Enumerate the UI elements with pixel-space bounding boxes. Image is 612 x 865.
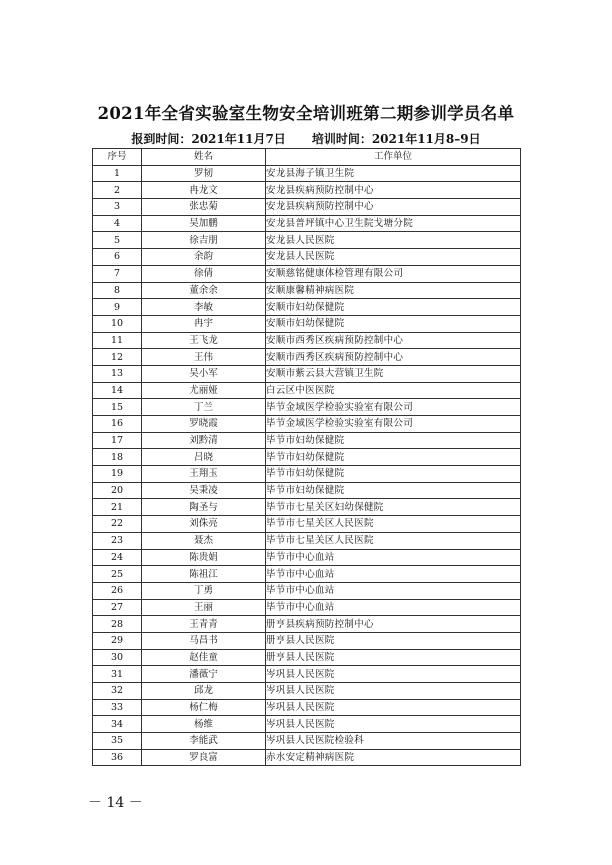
work-unit: 毕节市中心血站 (266, 566, 521, 583)
table-row (93, 232, 521, 249)
work-unit: 毕节市中心血站 (266, 549, 521, 566)
participant-name: 杨维 (142, 716, 266, 733)
table-row (93, 666, 521, 683)
participant-name: 冉宇 (142, 315, 266, 332)
row-number: 1 (93, 165, 142, 182)
work-unit: 毕节市妇幼保健院 (266, 432, 521, 449)
work-unit: 岑巩县人民医院检验科 (266, 733, 521, 750)
row-number: 34 (93, 716, 142, 733)
row-number: 23 (93, 532, 142, 549)
work-unit: 安龙县普坪镇中心卫生院戈塘分院 (266, 215, 521, 232)
participant-name: 吴加鹏 (142, 215, 266, 232)
participant-name: 丁兰 (142, 399, 266, 416)
table-row (93, 416, 521, 433)
participant-name: 徐倩 (142, 265, 266, 282)
work-unit: 安顺市西秀区疾病预防控制中心 (266, 332, 521, 349)
row-number: 25 (93, 566, 142, 583)
table-row (93, 733, 521, 750)
row-number: 18 (93, 449, 142, 466)
work-unit: 毕节市中心血站 (266, 599, 521, 616)
participant-name: 余韵 (142, 249, 266, 266)
row-number: 6 (93, 249, 142, 266)
table-row (93, 716, 521, 733)
participant-name: 李能武 (142, 733, 266, 750)
participant-name: 杨仁梅 (142, 699, 266, 716)
work-unit: 安龙县海子镇卫生院 (266, 165, 521, 182)
work-unit: 毕节市中心血站 (266, 582, 521, 599)
row-number: 20 (93, 482, 142, 499)
row-number: 12 (93, 349, 142, 366)
table-row (93, 382, 521, 399)
table-row (93, 549, 521, 566)
participant-name: 赵佳童 (142, 649, 266, 666)
participant-name: 王青青 (142, 616, 266, 633)
table-row (93, 616, 521, 633)
table-row (93, 449, 521, 466)
row-number: 22 (93, 516, 142, 533)
work-unit: 安顺康馨精神病医院 (266, 282, 521, 299)
row-number: 4 (93, 215, 142, 232)
table-row (93, 215, 521, 232)
participant-name: 王飞龙 (142, 332, 266, 349)
work-unit: 白云区中医医院 (266, 382, 521, 399)
table-row (93, 749, 521, 766)
table-row (93, 699, 521, 716)
work-unit: 毕节金域医学检验实验室有限公司 (266, 416, 521, 433)
participant-name: 张忠菊 (142, 199, 266, 216)
work-unit: 毕节市妇幼保健院 (266, 482, 521, 499)
row-number: 9 (93, 299, 142, 316)
work-unit: 册亨县疾病预防控制中心 (266, 616, 521, 633)
row-number: 16 (93, 416, 142, 433)
participant-name: 陈祖江 (142, 566, 266, 583)
work-unit: 岑巩县人民医院 (266, 683, 521, 700)
participant-name: 丁勇 (142, 582, 266, 599)
table-row (93, 532, 521, 549)
table-row (93, 349, 521, 366)
participant-name: 李敏 (142, 299, 266, 316)
work-unit: 安龙县人民医院 (266, 232, 521, 249)
work-unit: 毕节市七星关区人民医院 (266, 532, 521, 549)
work-unit: 安顺市紫云县大营镇卫生院 (266, 365, 521, 382)
participant-name: 冉龙文 (142, 182, 266, 199)
work-unit: 岑巩县人民医院 (266, 699, 521, 716)
table-row (93, 599, 521, 616)
table-row (93, 182, 521, 199)
work-unit: 毕节市七星关区人民医院 (266, 516, 521, 533)
header-number: 序号 (93, 149, 142, 166)
participant-name: 罗晓霞 (142, 416, 266, 433)
row-number: 31 (93, 666, 142, 683)
participant-name: 邱龙 (142, 683, 266, 700)
participant-name: 聂杰 (142, 532, 266, 549)
document-subtitle (0, 130, 612, 147)
table-row (93, 466, 521, 483)
work-unit: 安顺市妇幼保健院 (266, 299, 521, 316)
work-unit: 赤水安定精神病医院 (266, 749, 521, 766)
row-number: 19 (93, 466, 142, 483)
work-unit: 册亨县人民医院 (266, 632, 521, 649)
participant-name: 王伟 (142, 349, 266, 366)
work-unit: 毕节市七星关区妇幼保健院 (266, 499, 521, 516)
table-body (93, 165, 521, 766)
row-number: 29 (93, 632, 142, 649)
row-number: 7 (93, 265, 142, 282)
table-row (93, 516, 521, 533)
row-number: 24 (93, 549, 142, 566)
participant-name: 罗良富 (142, 749, 266, 766)
work-unit: 岑巩县人民医院 (266, 716, 521, 733)
table-row (93, 683, 521, 700)
row-number: 21 (93, 499, 142, 516)
table-header-row (93, 149, 521, 166)
participant-name: 吕晓 (142, 449, 266, 466)
page-number: － 14 － (88, 795, 143, 811)
row-number: 14 (93, 382, 142, 399)
work-unit: 岑巩县人民医院 (266, 666, 521, 683)
table-row (93, 165, 521, 182)
table-row (93, 199, 521, 216)
row-number: 15 (93, 399, 142, 416)
table-row (93, 315, 521, 332)
work-unit: 毕节市妇幼保健院 (266, 466, 521, 483)
table-row (93, 482, 521, 499)
work-unit: 安龙县疾病预防控制中心 (266, 199, 521, 216)
row-number: 33 (93, 699, 142, 716)
work-unit: 安顺市妇幼保健院 (266, 315, 521, 332)
table-row (93, 365, 521, 382)
participant-name: 罗韧 (142, 165, 266, 182)
row-number: 3 (93, 199, 142, 216)
row-number: 2 (93, 182, 142, 199)
participant-name: 陶圣与 (142, 499, 266, 516)
row-number: 28 (93, 616, 142, 633)
participant-table (92, 148, 521, 766)
row-number: 36 (93, 749, 142, 766)
work-unit: 安顺慈铭健康体检管理有限公司 (266, 265, 521, 282)
participant-name: 王丽 (142, 599, 266, 616)
participant-name: 徐吉朋 (142, 232, 266, 249)
work-unit: 安龙县人民医院 (266, 249, 521, 266)
table-row (93, 399, 521, 416)
participant-name: 董余余 (142, 282, 266, 299)
table-row (93, 282, 521, 299)
table-row (93, 299, 521, 316)
row-number: 26 (93, 582, 142, 599)
participant-name: 吴秉凌 (142, 482, 266, 499)
table-row (93, 332, 521, 349)
table-row (93, 499, 521, 516)
participant-name: 刘黔清 (142, 432, 266, 449)
participant-name: 刘侏亮 (142, 516, 266, 533)
participant-name: 潘薇宁 (142, 666, 266, 683)
header-unit: 工作单位 (266, 149, 521, 166)
row-number: 32 (93, 683, 142, 700)
training-time: 培训时间：2021年11月8–9日 (311, 132, 481, 146)
report-time: 报到时间：2021年11月7日 (131, 132, 286, 146)
row-number: 35 (93, 733, 142, 750)
table-row (93, 632, 521, 649)
row-number: 11 (93, 332, 142, 349)
participant-name: 尤丽娅 (142, 382, 266, 399)
work-unit: 安顺市西秀区疾病预防控制中心 (266, 349, 521, 366)
document-title: 2021年全省实验室生物安全培训班第二期参训学员名单 (97, 104, 515, 123)
row-number: 17 (93, 432, 142, 449)
table-row (93, 432, 521, 449)
row-number: 5 (93, 232, 142, 249)
table-row (93, 649, 521, 666)
work-unit: 毕节市妇幼保健院 (266, 449, 521, 466)
table-row (93, 249, 521, 266)
work-unit: 毕节金域医学检验实验室有限公司 (266, 399, 521, 416)
participant-name: 王翔玉 (142, 466, 266, 483)
table-row (93, 566, 521, 583)
row-number: 10 (93, 315, 142, 332)
row-number: 13 (93, 365, 142, 382)
work-unit: 安龙县疾病预防控制中心 (266, 182, 521, 199)
table-row (93, 582, 521, 599)
work-unit: 册亨县人民医院 (266, 649, 521, 666)
row-number: 8 (93, 282, 142, 299)
participant-name: 吴小军 (142, 365, 266, 382)
participant-name: 马昌书 (142, 632, 266, 649)
table-row (93, 265, 521, 282)
header-name: 姓名 (142, 149, 266, 166)
row-number: 30 (93, 649, 142, 666)
row-number: 27 (93, 599, 142, 616)
participant-name: 陈贵娟 (142, 549, 266, 566)
